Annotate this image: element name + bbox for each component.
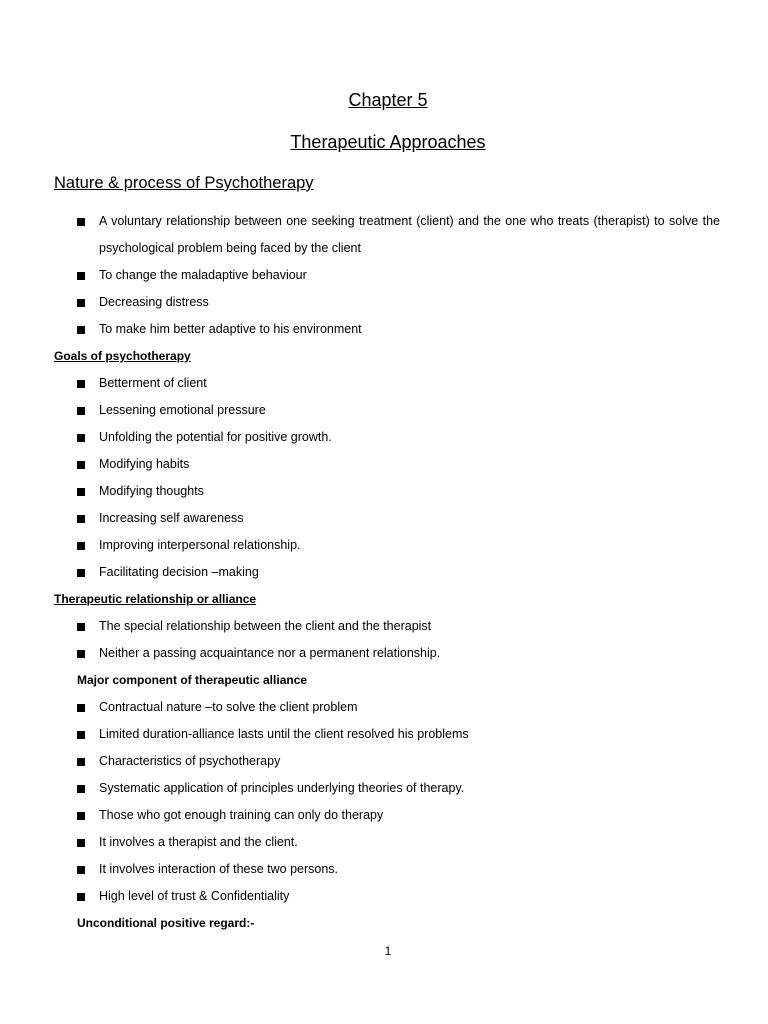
intro-list — [54, 208, 720, 343]
document-body — [54, 208, 720, 937]
list-item: A voluntary relationship between one seeking treatment (client) and the one who treats (therapist) to solve the psychological problem being faced by the client — [54, 208, 720, 262]
list-item: Limited duration-alliance lasts until the client resolved his problems — [54, 721, 720, 748]
list-item: High level of trust & Confidentiality — [54, 883, 720, 910]
list-item: To change the maladaptive behaviour — [54, 262, 720, 289]
list-item: It involves a therapist and the client. — [54, 829, 720, 856]
square-bullet-icon — [77, 434, 85, 442]
goals-list — [54, 370, 720, 586]
square-bullet-icon — [77, 380, 85, 388]
list-item: Facilitating decision –making — [54, 559, 720, 586]
list-item: Contractual nature –to solve the client problem — [54, 694, 720, 721]
list-item: Unfolding the potential for positive growth. — [54, 424, 720, 451]
list-item: It involves interaction of these two persons. — [54, 856, 720, 883]
list-item: Improving interpersonal relationship. — [54, 532, 720, 559]
list-item: Systematic application of principles underlying theories of therapy. — [54, 775, 720, 802]
alliance-list — [54, 613, 720, 667]
list-item: Those who got enough training can only do therapy — [54, 802, 720, 829]
list-item: Modifying thoughts — [54, 478, 720, 505]
list-item: To make him better adaptive to his environment — [54, 316, 720, 343]
square-bullet-icon — [77, 218, 85, 226]
chapter-number: Chapter 5 — [348, 90, 428, 110]
square-bullet-icon — [77, 407, 85, 415]
square-bullet-icon — [77, 542, 85, 550]
square-bullet-icon — [77, 893, 85, 901]
component-heading: Major component of therapeutic alliance — [77, 673, 308, 687]
list-item: Neither a passing acquaintance nor a permanent relationship. — [54, 640, 720, 667]
square-bullet-icon — [77, 785, 85, 793]
section-heading: Nature & process of Psychotherapy — [54, 174, 314, 192]
square-bullet-icon — [77, 866, 85, 874]
list-item: The special relationship between the client and the therapist — [54, 613, 720, 640]
page-number: 1 — [384, 944, 392, 958]
square-bullet-icon — [77, 488, 85, 496]
square-bullet-icon — [77, 650, 85, 658]
list-item: Increasing self awareness — [54, 505, 720, 532]
list-item: Characteristics of psychotherapy — [54, 748, 720, 775]
square-bullet-icon — [77, 758, 85, 766]
list-item: Decreasing distress — [54, 289, 720, 316]
regard-heading: Unconditional positive regard:- — [77, 916, 255, 930]
square-bullet-icon — [77, 515, 85, 523]
square-bullet-icon — [77, 839, 85, 847]
page-title: Therapeutic Approaches — [290, 132, 486, 152]
component-list — [54, 694, 720, 910]
list-item: Lessening emotional pressure — [54, 397, 720, 424]
square-bullet-icon — [77, 326, 85, 334]
square-bullet-icon — [77, 812, 85, 820]
square-bullet-icon — [77, 623, 85, 631]
list-item: Betterment of client — [54, 370, 720, 397]
square-bullet-icon — [77, 461, 85, 469]
square-bullet-icon — [77, 731, 85, 739]
list-item: Modifying habits — [54, 451, 720, 478]
square-bullet-icon — [77, 704, 85, 712]
square-bullet-icon — [77, 299, 85, 307]
alliance-heading: Therapeutic relationship or alliance — [54, 592, 257, 606]
goals-heading: Goals of psychotherapy — [54, 349, 191, 363]
square-bullet-icon — [77, 569, 85, 577]
square-bullet-icon — [77, 272, 85, 280]
